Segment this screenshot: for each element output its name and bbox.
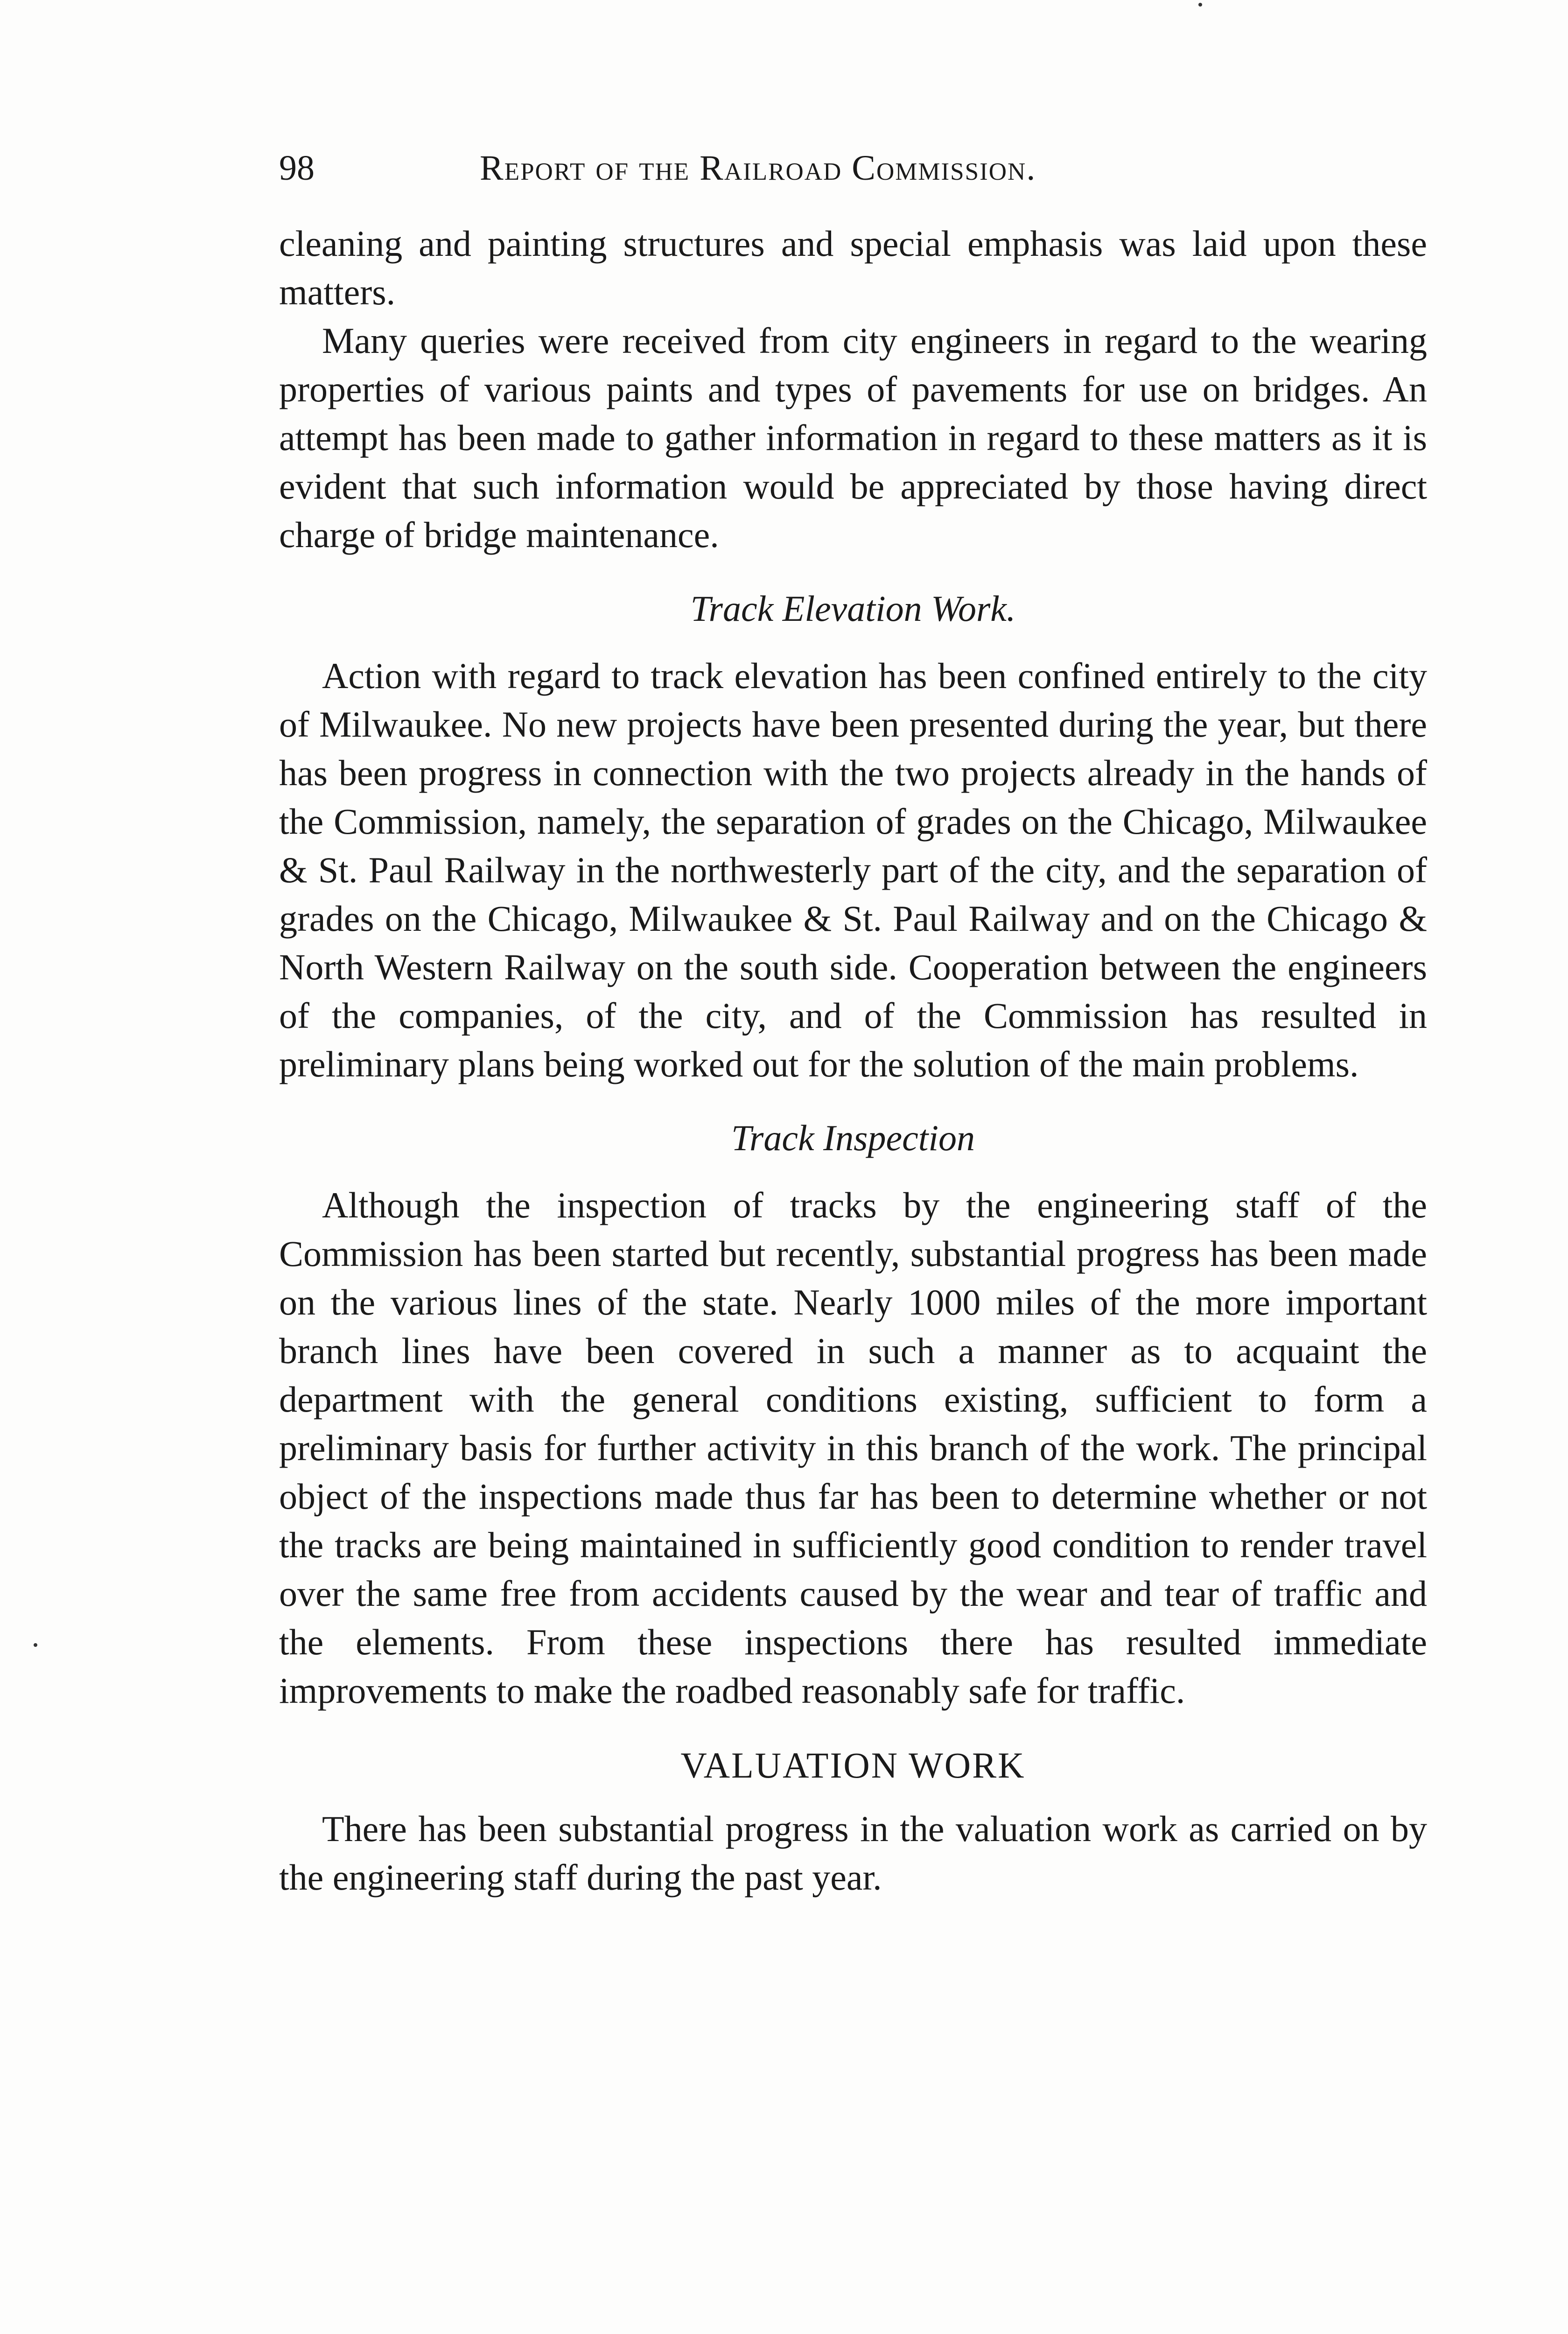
scan-speck [34,1643,37,1647]
heading-valuation-work: VALUATION WORK [680,1745,1026,1786]
scan-speck [1198,3,1202,7]
heading-track-elevation: Track Elevation Work. [690,588,1016,629]
paragraph-track-elevation: Action with regard to track elevation has been confined entirely to the city of Milwaukee. No new projects have been presented during the year, but there has been progress in connection with the two projects already in the hands of the Commission, namely, the separation of grades on the Chicago, Milwaukee & St. Paul Railway in the northwesterly part of the city, and the separation of grades on the Chicago, Milwaukee & St. Paul Railway and on the Chicago & North Western Railway on the south side. Cooperation between the engineers of the companies, of the city, and of the Commission has resulted in preliminary plans being worked out for the solution of the main problems. [279,655,1427,1084]
running-head [279,142,1427,194]
paragraph-valuation-work: There has been substantial progress in the valuation work as carried on by the engineering staff during the past year. [279,1808,1427,1898]
body-text [279,219,1427,1902]
running-title: Report of the Railroad Commission. [480,148,1036,188]
paragraph-bridge-painting: cleaning and painting structures and special emphasis was laid upon these matters. [279,223,1427,312]
heading-track-inspection: Track Inspection [731,1118,975,1158]
page-number: 98 [279,148,315,188]
paragraph-track-inspection: Although the inspection of tracks by the engineering staff of the Commission has been started but recently, substantial progress has been made on the various lines of the state. Nearly 1000 miles of the more important branch lines have been covered in such a manner as to acquaint the department with the general conditions existing, sufficient to form a preliminary basis for further activity in this branch of the work. The principal object of the inspections made thus far has been to determine whether or not the tracks are being maintained in sufficiently good condition to render travel over the same free from accidents caused by the wear and tear of traffic and the elements. From these inspections there has resulted immediate improvements to make the roadbed reasonably safe for traffic. [279,1185,1427,1711]
paragraph-bridge-queries: Many queries were received from city engineers in regard to the wearing properties of various paints and types of pavements for use on bridges. An attempt has been made to gather information in regard to these matters as it is evident that such information would be appreciated by those having direct charge of bridge maintenance. [279,320,1427,555]
